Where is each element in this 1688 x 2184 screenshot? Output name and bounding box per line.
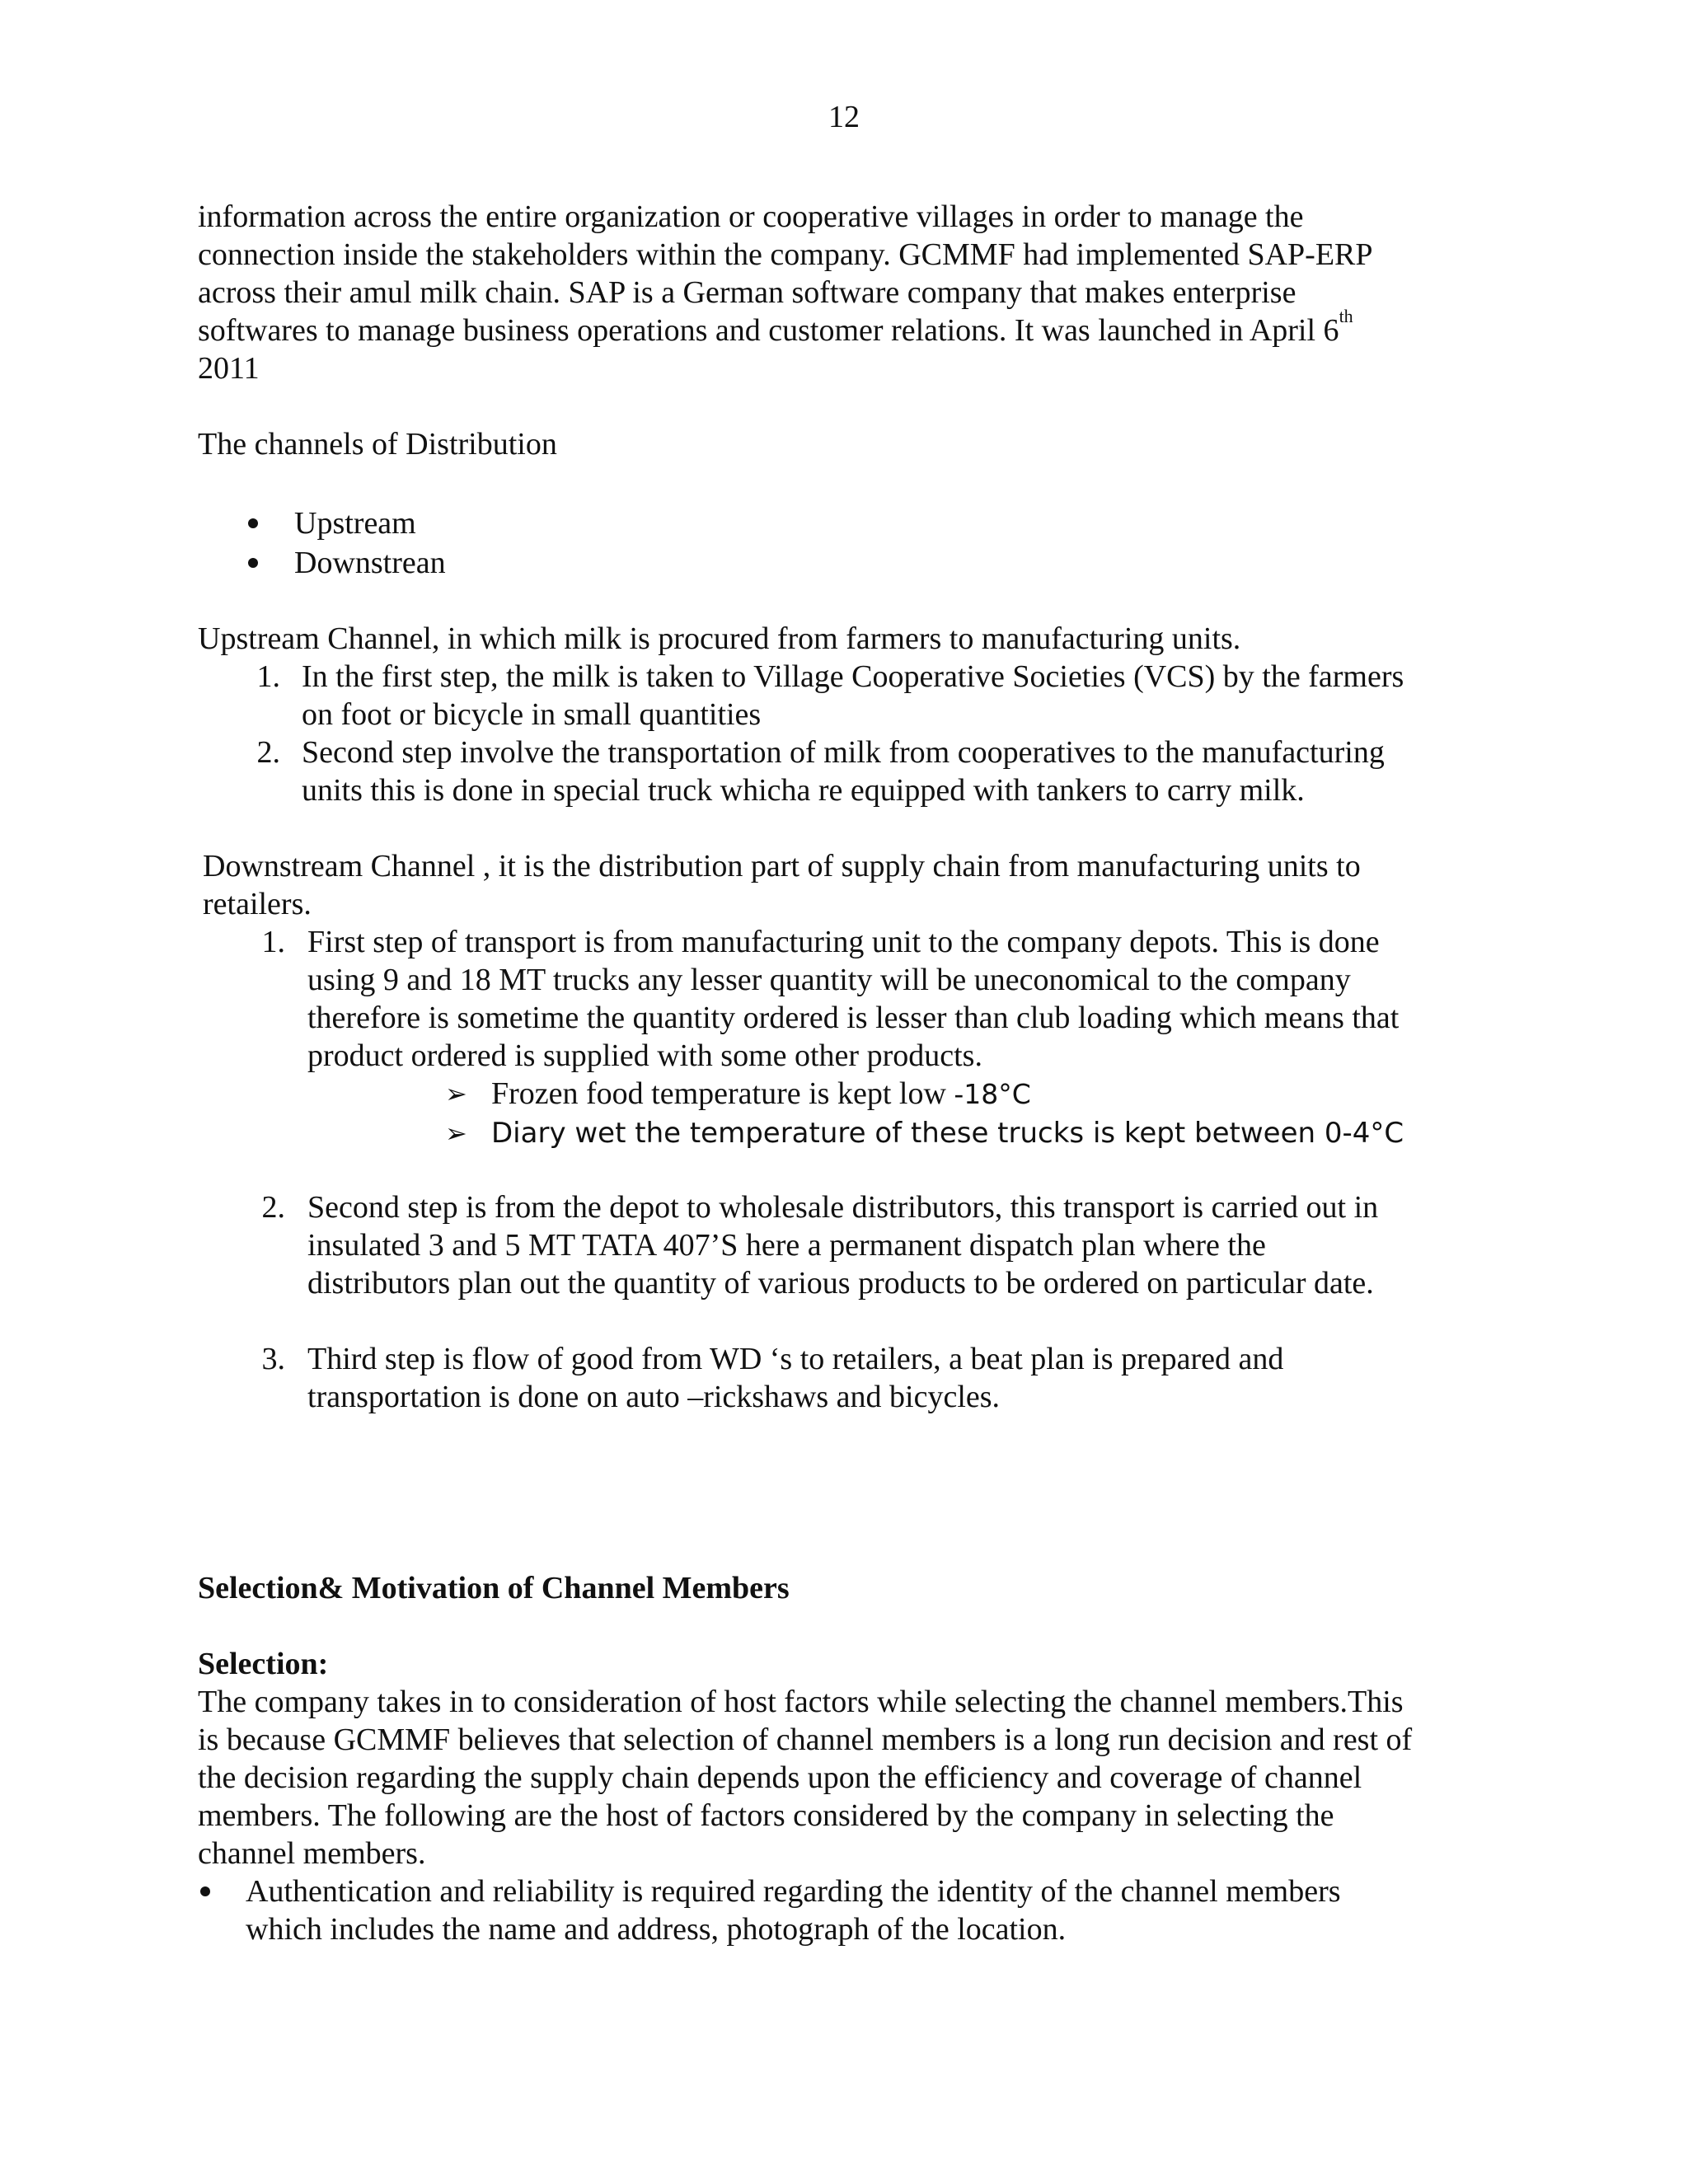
channels-heading: The channels of Distribution [198, 427, 557, 462]
list-number: 1. [256, 659, 280, 694]
downstream-intro [203, 847, 1505, 923]
step-line: using 9 and 18 MT trucks any lesser quantity will be uneconomical to the company [307, 963, 1351, 997]
step-line: on foot or bicycle in small quantities [302, 697, 762, 732]
step-line: therefore is sometime the quantity ordered is lesser than club loading which means that [307, 1001, 1400, 1035]
sub-item-diary-wet: Diary wet the temperature of these trucks is kept between 0-4°C [491, 1117, 1404, 1150]
section-heading: Selection& Motivation of Channel Members [198, 1571, 790, 1605]
selection-line: members. The following are the host of factors considered by the company in selecting the [198, 1798, 1334, 1833]
step-line: units this is done in special truck whicha re equipped with tankers to carry milk. [302, 773, 1305, 808]
upstream-step-2 [302, 733, 1604, 809]
intro-paragraph [198, 198, 1500, 387]
selection-bullet-item [246, 1872, 1548, 1948]
step-line: Third step is flow of good from WD ‘s to retailers, a beat plan is prepared and [307, 1342, 1284, 1376]
downstream-intro-line: retailers. [203, 887, 312, 921]
channel-item-downstream: Downstrean [294, 546, 446, 580]
step-line: Second step is from the depot to wholesale distributors, this transport is carried out in [307, 1190, 1379, 1225]
selection-line: the decision regarding the supply chain depends upon the efficiency and coverage of channel [198, 1760, 1362, 1795]
selection-bullet-line: which includes the name and address, photograph of the location. [246, 1912, 1067, 1947]
list-number: 1. [261, 925, 285, 959]
upstream-step-1 [302, 658, 1604, 733]
page-number: 12 [828, 100, 860, 134]
intro-line: softwares to manage business operations and customer relations. It was launched in April 6th [198, 306, 1353, 348]
downstream-step-2 [307, 1188, 1610, 1302]
bullet-dot [248, 558, 258, 568]
step-line: distributors plan out the quantity of various products to be ordered on particular date. [307, 1266, 1374, 1301]
bullet-dot [200, 1886, 210, 1896]
upstream-intro: Upstream Channel, in which milk is procured from farmers to manufacturing units. [198, 621, 1241, 656]
step-line: product ordered is supplied with some other products. [307, 1038, 982, 1073]
intro-line: across their amul milk chain. SAP is a German software company that makes enterprise [198, 275, 1296, 310]
arrow-bullet-icon: ➢ [445, 1118, 467, 1149]
temperature-value: -18°C [954, 1078, 1031, 1110]
intro-line: 2011 [198, 351, 260, 386]
list-number: 2. [261, 1190, 285, 1225]
superscript-th: th [1339, 306, 1353, 327]
selection-paragraph [198, 1683, 1500, 1872]
step-line: transportation is done on auto –rickshaws and bicycles. [307, 1380, 1001, 1414]
selection-line: channel members. [198, 1836, 426, 1871]
intro-line: information across the entire organization or cooperative villages in order to manage the [198, 199, 1304, 234]
downstream-step-1 [307, 923, 1610, 1075]
selection-bullet-line: Authentication and reliability is required regarding the identity of the channel members [246, 1874, 1341, 1909]
step-line: Second step involve the transportation of milk from cooperatives to the manufacturing [302, 735, 1385, 770]
list-number: 2. [256, 735, 280, 770]
bullet-dot [248, 518, 258, 528]
step-line: insulated 3 and 5 MT TATA 407’S here a permanent dispatch plan where the [307, 1228, 1266, 1263]
downstream-intro-line: Downstream Channel , it is the distribution part of supply chain from manufacturing units to [203, 849, 1361, 883]
sub-item-frozen-food: Frozen food temperature is kept low -18°C [491, 1076, 1031, 1111]
step-line: First step of transport is from manufacturing unit to the company depots. This is done [307, 925, 1380, 959]
selection-line: is because GCMMF believes that selection of channel members is a long run decision and rest of [198, 1722, 1413, 1757]
selection-line: The company takes in to consideration of host factors while selecting the channel members.This [198, 1685, 1404, 1719]
channel-item-upstream: Upstream [294, 506, 416, 541]
downstream-step-3 [307, 1340, 1610, 1416]
arrow-bullet-icon: ➢ [445, 1078, 467, 1109]
intro-line: connection inside the stakeholders within the company. GCMMF had implemented SAP-ERP [198, 237, 1373, 272]
step-line: In the first step, the milk is taken to Village Cooperative Societies (VCS) by the farmers [302, 659, 1404, 694]
selection-subheading: Selection: [198, 1647, 329, 1681]
list-number: 3. [261, 1342, 285, 1376]
